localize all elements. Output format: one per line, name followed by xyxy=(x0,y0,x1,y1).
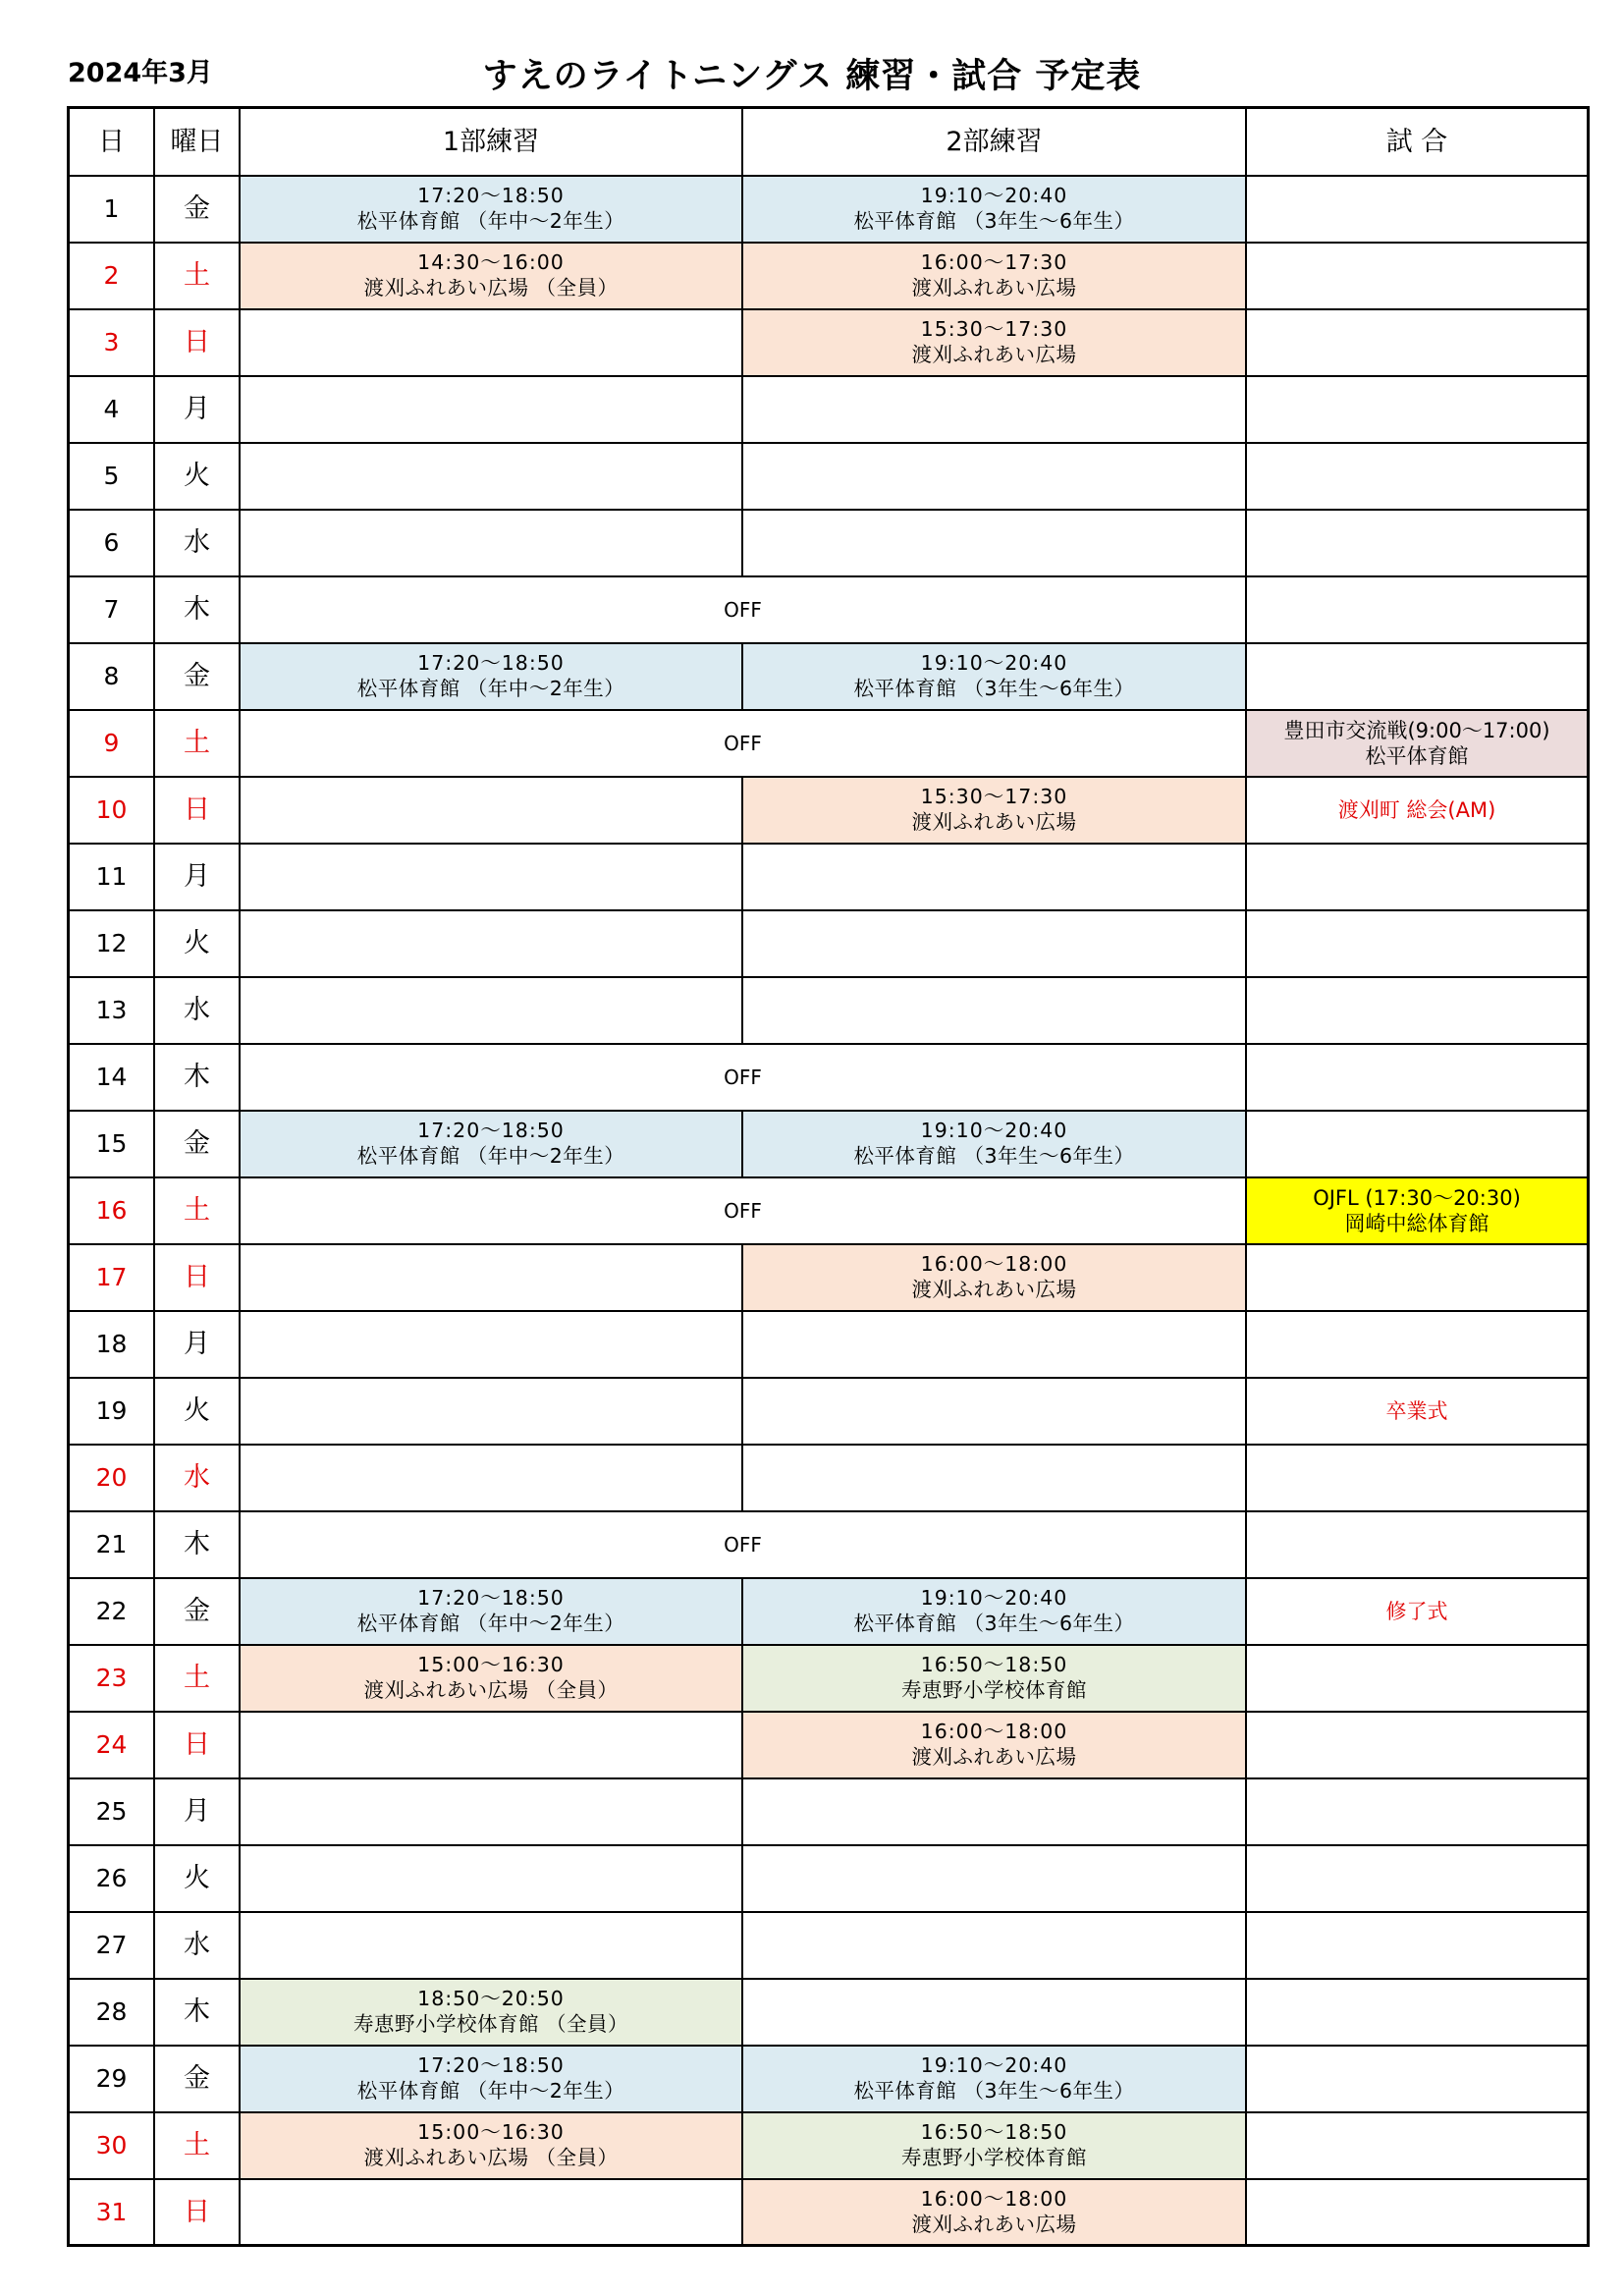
weekday: 水 xyxy=(155,1446,241,1512)
match-cell xyxy=(1247,644,1590,711)
weekday: 火 xyxy=(155,911,241,978)
weekday: 火 xyxy=(155,1846,241,1913)
day-number: 4 xyxy=(70,377,155,444)
practice-2-cell xyxy=(743,1779,1247,1846)
match-cell xyxy=(1247,1312,1590,1379)
practice-2-place: 渡刈ふれあい広場 xyxy=(911,343,1077,366)
day-number: 12 xyxy=(70,911,155,978)
match-line: 渡刈町 総会(AM) xyxy=(1337,797,1496,822)
practice-2-place: 渡刈ふれあい広場 xyxy=(911,1278,1077,1301)
practice-2-cell xyxy=(743,1713,1247,1779)
practice-1-cell xyxy=(241,1312,743,1379)
day-number: 1 xyxy=(70,177,155,244)
day-number: 11 xyxy=(70,845,155,911)
weekday: 金 xyxy=(155,644,241,711)
practice-2-cell xyxy=(743,1245,1247,1312)
header-day: 日 xyxy=(70,109,155,177)
match-line: 豊田市交流戦(9:00～17:00) xyxy=(1283,718,1550,742)
day-number: 19 xyxy=(70,1379,155,1446)
practice-1-time: 15:00～16:30 xyxy=(417,2120,565,2145)
practice-1-time: 17:20～18:50 xyxy=(417,1586,565,1611)
practice-1-cell xyxy=(241,845,743,911)
weekday: 月 xyxy=(155,1312,241,1379)
day-number: 14 xyxy=(70,1045,155,1112)
match-cell xyxy=(1247,577,1590,644)
match-cell xyxy=(1247,911,1590,978)
match-cell xyxy=(1247,978,1590,1045)
day-number: 21 xyxy=(70,1512,155,1579)
match-cell xyxy=(1247,444,1590,511)
practice-1-place: 松平体育館 （年中～2年生） xyxy=(356,1612,625,1635)
off-day-cell: OFF xyxy=(241,577,1247,644)
match-cell xyxy=(1247,1846,1590,1913)
day-number: 29 xyxy=(70,2047,155,2113)
weekday: 土 xyxy=(155,1646,241,1713)
practice-2-cell xyxy=(743,978,1247,1045)
practice-1-time: 18:50～20:50 xyxy=(417,1987,565,2011)
day-number: 6 xyxy=(70,511,155,577)
header-weekday: 曜日 xyxy=(155,109,241,177)
match-cell xyxy=(1247,1646,1590,1713)
practice-2-cell xyxy=(743,2180,1247,2247)
day-number: 16 xyxy=(70,1178,155,1245)
practice-1-cell xyxy=(241,444,743,511)
practice-1-cell xyxy=(241,978,743,1045)
practice-1-place: 松平体育館 （年中～2年生） xyxy=(356,1144,625,1168)
practice-2-cell xyxy=(743,2047,1247,2113)
practice-2-time: 19:10～20:40 xyxy=(920,651,1068,676)
match-cell xyxy=(1247,177,1590,244)
weekday: 金 xyxy=(155,177,241,244)
day-number: 24 xyxy=(70,1713,155,1779)
practice-1-cell xyxy=(241,1713,743,1779)
practice-1-cell xyxy=(241,644,743,711)
weekday: 日 xyxy=(155,1245,241,1312)
practice-2-cell xyxy=(743,1646,1247,1713)
weekday: 日 xyxy=(155,2180,241,2247)
off-day-cell: OFF xyxy=(241,1512,1247,1579)
practice-2-time: 16:50～18:50 xyxy=(920,1653,1068,1677)
practice-1-cell xyxy=(241,1846,743,1913)
day-number: 26 xyxy=(70,1846,155,1913)
weekday: 日 xyxy=(155,778,241,845)
match-cell xyxy=(1247,2180,1590,2247)
practice-1-cell xyxy=(241,1980,743,2047)
practice-1-cell xyxy=(241,1646,743,1713)
schedule-month: 2024年3月 xyxy=(68,58,213,88)
practice-1-cell xyxy=(241,2047,743,2113)
day-number: 13 xyxy=(70,978,155,1045)
practice-2-cell xyxy=(743,1112,1247,1178)
weekday: 月 xyxy=(155,845,241,911)
day-number: 15 xyxy=(70,1112,155,1178)
practice-2-cell xyxy=(743,1913,1247,1980)
weekday: 水 xyxy=(155,978,241,1045)
off-day-cell: OFF xyxy=(241,711,1247,778)
weekday: 木 xyxy=(155,1045,241,1112)
practice-2-time: 16:50～18:50 xyxy=(920,2120,1068,2145)
practice-1-cell xyxy=(241,1579,743,1646)
practice-1-cell xyxy=(241,778,743,845)
weekday: 木 xyxy=(155,1512,241,1579)
practice-1-cell xyxy=(241,511,743,577)
match-cell xyxy=(1247,244,1590,310)
match-line: 松平体育館 xyxy=(1365,744,1469,768)
practice-2-time: 16:00～18:00 xyxy=(920,1252,1068,1277)
match-cell xyxy=(1247,1913,1590,1980)
weekday: 金 xyxy=(155,1112,241,1178)
practice-1-cell xyxy=(241,1245,743,1312)
practice-1-place: 渡刈ふれあい広場 （全員） xyxy=(363,1678,619,1702)
practice-2-place: 渡刈ふれあい広場 xyxy=(911,810,1077,834)
practice-1-time: 15:00～16:30 xyxy=(417,1653,565,1677)
match-cell xyxy=(1247,1713,1590,1779)
off-day-cell: OFF xyxy=(241,1045,1247,1112)
practice-2-time: 19:10～20:40 xyxy=(920,1119,1068,1143)
day-number: 22 xyxy=(70,1579,155,1646)
day-number: 2 xyxy=(70,244,155,310)
practice-1-time: 17:20～18:50 xyxy=(417,184,565,208)
practice-2-place: 松平体育館 （3年生～6年生） xyxy=(853,1612,1135,1635)
practice-1-time: 17:20～18:50 xyxy=(417,2053,565,2078)
weekday: 木 xyxy=(155,1980,241,2047)
practice-1-time: 14:30～16:00 xyxy=(417,250,565,275)
match-line: OJFL (17:30～20:30) xyxy=(1313,1185,1521,1210)
practice-2-place: 寿恵野小学校体育館 xyxy=(901,2146,1087,2169)
match-cell xyxy=(1247,1045,1590,1112)
practice-2-cell xyxy=(743,2113,1247,2180)
weekday: 火 xyxy=(155,444,241,511)
practice-2-time: 19:10～20:40 xyxy=(920,2053,1068,2078)
practice-1-place: 渡刈ふれあい広場 （全員） xyxy=(363,2146,619,2169)
day-number: 10 xyxy=(70,778,155,845)
weekday: 木 xyxy=(155,577,241,644)
match-cell xyxy=(1247,845,1590,911)
header-practice-1: 1部練習 xyxy=(241,109,743,177)
practice-1-cell xyxy=(241,1112,743,1178)
practice-1-place: 寿恵野小学校体育館 （全員） xyxy=(352,2012,628,2036)
weekday: 月 xyxy=(155,377,241,444)
practice-2-cell xyxy=(743,644,1247,711)
practice-2-cell xyxy=(743,1446,1247,1512)
practice-2-place: 松平体育館 （3年生～6年生） xyxy=(853,677,1135,700)
practice-2-time: 16:00～17:30 xyxy=(920,250,1068,275)
match-cell xyxy=(1247,1178,1590,1245)
day-number: 31 xyxy=(70,2180,155,2247)
practice-2-place: 松平体育館 （3年生～6年生） xyxy=(853,2079,1135,2103)
match-line: 修了式 xyxy=(1385,1599,1448,1623)
practice-2-cell xyxy=(743,310,1247,377)
day-number: 25 xyxy=(70,1779,155,1846)
practice-2-place: 松平体育館 （3年生～6年生） xyxy=(853,1144,1135,1168)
practice-2-place: 渡刈ふれあい広場 xyxy=(911,276,1077,300)
practice-2-cell xyxy=(743,377,1247,444)
practice-2-cell xyxy=(743,1579,1247,1646)
practice-1-cell xyxy=(241,911,743,978)
practice-1-time: 17:20～18:50 xyxy=(417,651,565,676)
weekday: 水 xyxy=(155,511,241,577)
match-cell xyxy=(1247,1379,1590,1446)
match-cell xyxy=(1247,778,1590,845)
page-title: すえのライトニングス 練習・試合 予定表 xyxy=(482,57,1142,96)
practice-1-cell xyxy=(241,1446,743,1512)
practice-1-cell xyxy=(241,1913,743,1980)
weekday: 金 xyxy=(155,2047,241,2113)
practice-2-time: 19:10～20:40 xyxy=(920,1586,1068,1611)
practice-2-time: 16:00～18:00 xyxy=(920,1720,1068,1744)
practice-1-time: 17:20～18:50 xyxy=(417,1119,565,1143)
practice-1-cell xyxy=(241,244,743,310)
match-cell xyxy=(1247,2047,1590,2113)
weekday: 火 xyxy=(155,1379,241,1446)
match-cell xyxy=(1247,1579,1590,1646)
weekday: 日 xyxy=(155,310,241,377)
day-number: 20 xyxy=(70,1446,155,1512)
day-number: 17 xyxy=(70,1245,155,1312)
practice-2-time: 16:00～18:00 xyxy=(920,2186,1068,2211)
practice-2-cell xyxy=(743,911,1247,978)
practice-1-cell xyxy=(241,1779,743,1846)
day-number: 5 xyxy=(70,444,155,511)
match-cell xyxy=(1247,377,1590,444)
weekday: 土 xyxy=(155,711,241,778)
practice-2-cell xyxy=(743,1379,1247,1446)
header-practice-2: 2部練習 xyxy=(743,109,1247,177)
match-cell xyxy=(1247,511,1590,577)
practice-2-cell xyxy=(743,177,1247,244)
practice-2-cell xyxy=(743,1846,1247,1913)
practice-1-cell xyxy=(241,2113,743,2180)
practice-2-cell xyxy=(743,1980,1247,2047)
practice-2-cell xyxy=(743,778,1247,845)
weekday: 月 xyxy=(155,1779,241,1846)
practice-1-place: 松平体育館 （年中～2年生） xyxy=(356,209,625,233)
practice-1-cell xyxy=(241,1379,743,1446)
practice-1-cell xyxy=(241,377,743,444)
practice-1-cell xyxy=(241,310,743,377)
match-line: 卒業式 xyxy=(1385,1398,1448,1423)
match-cell xyxy=(1247,1112,1590,1178)
day-number: 9 xyxy=(70,711,155,778)
practice-2-place: 寿恵野小学校体育館 xyxy=(901,1678,1087,1702)
weekday: 水 xyxy=(155,1913,241,1980)
practice-2-time: 15:30～17:30 xyxy=(920,317,1068,342)
weekday: 土 xyxy=(155,244,241,310)
weekday: 金 xyxy=(155,1579,241,1646)
practice-1-cell xyxy=(241,2180,743,2247)
practice-1-place: 松平体育館 （年中～2年生） xyxy=(356,677,625,700)
match-cell xyxy=(1247,1779,1590,1846)
practice-2-place: 松平体育館 （3年生～6年生） xyxy=(853,209,1135,233)
practice-2-cell xyxy=(743,845,1247,911)
practice-1-place: 渡刈ふれあい広場 （全員） xyxy=(363,276,619,300)
match-cell xyxy=(1247,310,1590,377)
practice-2-place: 渡刈ふれあい広場 xyxy=(911,2212,1077,2236)
practice-2-cell xyxy=(743,1312,1247,1379)
practice-2-cell xyxy=(743,444,1247,511)
practice-2-cell xyxy=(743,511,1247,577)
weekday: 日 xyxy=(155,1713,241,1779)
day-number: 3 xyxy=(70,310,155,377)
day-number: 30 xyxy=(70,2113,155,2180)
practice-2-time: 19:10～20:40 xyxy=(920,184,1068,208)
header-match: 試 合 xyxy=(1247,109,1590,177)
weekday: 土 xyxy=(155,1178,241,1245)
match-cell xyxy=(1247,2113,1590,2180)
day-number: 28 xyxy=(70,1980,155,2047)
match-cell xyxy=(1247,1980,1590,2047)
schedule-table xyxy=(67,106,1590,2247)
practice-2-time: 15:30～17:30 xyxy=(920,785,1068,809)
off-day-cell: OFF xyxy=(241,1178,1247,1245)
day-number: 8 xyxy=(70,644,155,711)
day-number: 18 xyxy=(70,1312,155,1379)
match-cell xyxy=(1247,1446,1590,1512)
day-number: 27 xyxy=(70,1913,155,1980)
match-cell xyxy=(1247,1512,1590,1579)
match-line: 岡崎中総体育館 xyxy=(1344,1212,1489,1235)
day-number: 23 xyxy=(70,1646,155,1713)
practice-1-cell xyxy=(241,177,743,244)
match-cell xyxy=(1247,711,1590,778)
practice-1-place: 松平体育館 （年中～2年生） xyxy=(356,2079,625,2103)
match-cell xyxy=(1247,1245,1590,1312)
day-number: 7 xyxy=(70,577,155,644)
practice-2-cell xyxy=(743,244,1247,310)
weekday: 土 xyxy=(155,2113,241,2180)
practice-2-place: 渡刈ふれあい広場 xyxy=(911,1745,1077,1769)
